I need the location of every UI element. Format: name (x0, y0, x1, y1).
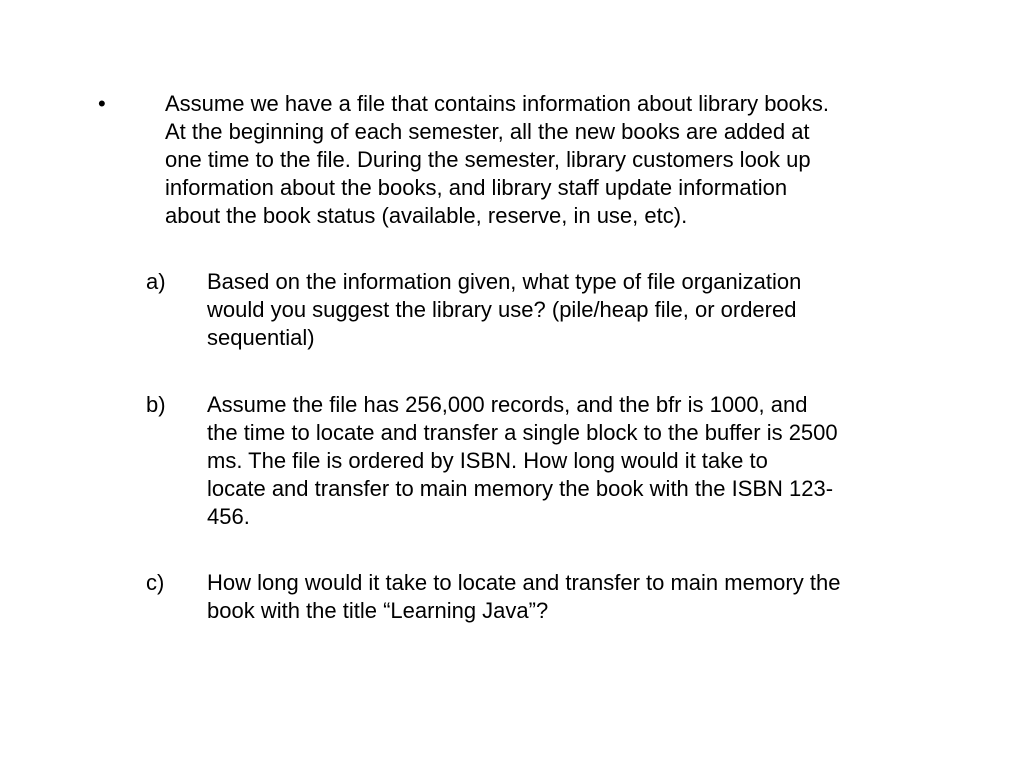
question-c-marker: c) (146, 570, 165, 595)
intro-line-5: about the book status (available, reserve, in use, etc). (165, 203, 688, 228)
intro-line-2: At the beginning of each semester, all the new books are added at (165, 119, 810, 144)
bullet-dot-icon: • (98, 91, 106, 116)
question-c-text (207, 569, 967, 625)
question-b-marker: b) (146, 392, 166, 417)
question-b-line-3: ms. The file is ordered by ISBN. How long would it take to (207, 448, 768, 473)
question-a-line-1: Based on the information given, what type of file organization (207, 269, 802, 294)
question-a-marker: a) (146, 269, 166, 294)
question-a-text (207, 268, 967, 352)
question-a-line-3: sequential) (207, 325, 315, 350)
question-b-line-2: the time to locate and transfer a single block to the buffer is 2500 (207, 420, 838, 445)
question-c-line-2: book with the title “Learning Java”? (207, 598, 549, 623)
intro-line-3: one time to the file. During the semester, library customers look up (165, 147, 811, 172)
question-b-text (207, 391, 967, 531)
intro-paragraph (165, 90, 955, 230)
question-b-line-4: locate and transfer to main memory the book with the ISBN 123- (207, 476, 834, 501)
question-a-line-2: would you suggest the library use? (pile/heap file, or ordered (207, 297, 797, 322)
intro-line-4: information about the books, and library staff update information (165, 175, 788, 200)
question-b-line-1: Assume the file has 256,000 records, and the bfr is 1000, and (207, 392, 808, 417)
intro-line-1: Assume we have a file that contains information about library books. (165, 91, 830, 116)
question-c-line-1: How long would it take to locate and transfer to main memory the (207, 570, 841, 595)
question-b-line-5: 456. (207, 504, 250, 529)
